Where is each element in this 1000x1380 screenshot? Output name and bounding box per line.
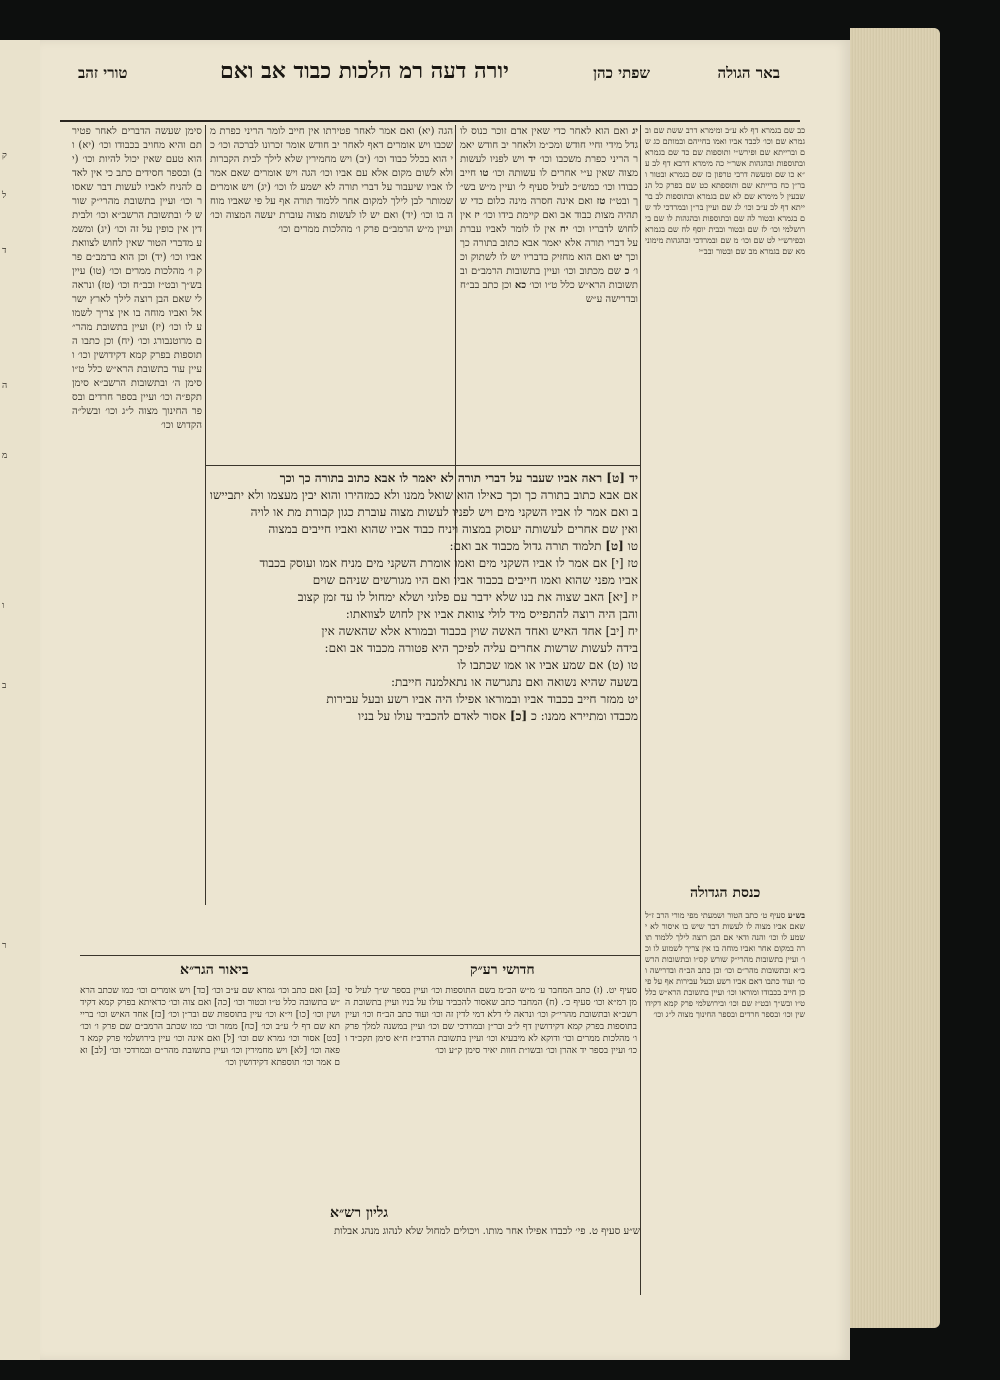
knesset-hagedola-title: כנסת הגדולה xyxy=(690,885,761,901)
main-text-line-2: טו (ט) אם שמע אביו או אמו שכתבו לו xyxy=(457,658,638,672)
header-rule xyxy=(60,120,800,122)
main-text-line: יד [ט] ראה אביו שעבר על דברי תורה לא יאמר לו אבא כתוב בתורה כך וכך xyxy=(279,471,638,485)
knesset-hagedola-column: בש״ע סעיף ט׳ כתב הטור ושמעתי מפי מורי הרב ז״ל שאם אביו מצוה לו לעשות דבר שיש בו איסור לא ישמע לו וכו׳ והנה ודאי אם הבן רוצה לילך ללמוד תורה במקום אחר ואביו מוחה בו אין צריך לשמוע לו וכו׳ ועיין בתשובות מהרי״ק שורש קס״ו ובתשובות הרשב״א ובתשובות מהר״ם וכו׳ וכן כתב הב״ח ובדרישה וכו׳ ועוד כתבו דאם אביו רשע ובעל עבירות אף על פי כן חייב בכבודו ומוראו וכו׳ ועיין בתשובת הרא״ש כלל ט״ו ובש״ך ובט״ז שם וכו׳ ובירושלמי פרק קמא דקידושין וכו׳ ובספר חרדים ובספר החינוך מצוה ל״ג וכו׳ xyxy=(645,910,805,1019)
bottom-note xyxy=(80,1225,640,1255)
main-text-rule xyxy=(205,465,640,466)
page-header xyxy=(40,50,800,90)
taz-separator xyxy=(205,125,206,905)
header-left-label: טורי זהב xyxy=(78,64,128,82)
adjacent-page-edge: ק ל ד ה מ ו ב ר xyxy=(0,40,42,1360)
bottom-commentary-rule xyxy=(80,955,640,956)
bottom-note-line: ש״ע סעיף ט. פי׳ לכבדו אפילו אחר מותו. ויכולים למחול שלא לנהוג מנהג אבלות xyxy=(333,1226,640,1237)
gilyon-title: גליון רש״א xyxy=(330,1205,388,1221)
shach-column: יג ואם הוא לאחר כדי שאין אדם זוכר כנוס לו גדל מידי וחיי חודש ומכ״מ ולאחר יב חודש יאמר הריני כפרת משכבו וכו׳ יד ויש לפניו לעשות מצוה שאין ע״י אחרים לו עשותה וכו׳ טו חייב כבודו וכו׳ כמש״כ לעיל סעיף ל׳ ועיין מ״ש בש״ך ובט״ז טז ואם אינה חסרה מינה כלום כדי שתהיה מצות כבוד אב ואם קיימת בידו וכו׳ יז אין לחוש לדבריו וכו׳ יח אין לו לומר לאביו עברת על דברי תורה אלא יאמר אבא כתוב בתורה כך וכך יט ואם הוא מחזיק בדבריו יש לו לשתוק וכו׳ כ שם מכתוב וכו׳ ועיין בתשובות הרמב״ם ובתשובות הרא״ש כלל ט״ו וכו׳ כא וכן כתב בב״ח ובדרישה ע״ש xyxy=(460,126,638,305)
page-stack-edges xyxy=(850,28,940,1328)
biur-title: ביאור הגר״א xyxy=(180,962,249,978)
biur-hagra-column: [כג] ואם כתב וכו׳ גמרא שם ע״ב וכו׳ [כד] ויש אומרים וכו׳ כמו שכתב הרא״ש בתשובה כלל ט״ו ובטור וכו׳ [כה] ואם צוה וכו׳ כדאיתא בפרק קמא דקידושין וכו׳ [כו] וי״א וכו׳ עיין בתוספות שם ובר״ן וכו׳ [כז] אחד האיש וכו׳ ברייתא שם דף ל׳ ע״ב וכו׳ [כח] ממזר וכו׳ כמו שכתב הרמב״ם שם פרק ו׳ וכו׳ [כט] אסור וכו׳ גמרא שם וכו׳ [ל] ואם אינה וכו׳ עיין בירושלמי פרק קמא דפאה וכו׳ [לא] ויש מחמירין וכו׳ ועיין בתשובת מהר״ם ובמרדכי וכו׳ [לב] ואם אמר וכו׳ תוספתא דקידושין וכו׳ xyxy=(80,986,340,1068)
upper-center-column: הגה (יא) ואם אמר לאחר פטירתו אין חייב לומר הריני כפרת משכבו ויש אומרים דאף לאחר יב חודש אומר זכרונו לברכה וכו׳ כי הוא בכלל כבוד וכו׳ (יב) ויש מחמירין שלא לילך לבית הקברות ולא לשום מקום אלא עם אביו וכו׳ הגה ויש אומרים שאם אמר לו אביו שיעבור על דברי תורה לא ישמע לו וכו׳ (יג) ויש אומרים שמותר לבן לילך למקום אחר ללמוד תורה אף על פי שאביו מוחה בו וכו׳ (יד) ואם יש לו לעשות מצוה עוברת יעשה המצוה וכו׳ ועיין מ״ש הרמב״ם פרק ו׳ מהלכות ממרים וכו׳ xyxy=(210,126,453,235)
chiddushei-title: חדושי רע״ק xyxy=(470,962,535,978)
header-right-label: באר הגולה xyxy=(717,64,780,82)
header-title: יורה דעה רמ הלכות כבוד אב ואם xyxy=(220,58,509,84)
chiddushei-column: סעיף יט. (ז) כתב המחבר ע׳ מ״ש הכ״מ בשם התוספות וכו׳ ועיין בספר ש״ך לעיל סימן רמ״א וכו׳ סעיף כ׳. (ח) המחבר כתב שאסור להכביד עולו על בניו ועיין בתשובת הרשב״א ובתשובת מהרי״ק וכו׳ ונראה לי דלא דמי לדין זה וכו׳ ועוד כתב הב״ח וכו׳ ועיין בתוספות בפרק קמא דקידושין דף ל״ב ובר״ן ובמרדכי שם וכו׳ ועיין במשנה למלך פרק ו׳ מהלכות ממרים וכו׳ ודוקא לא מיבעיא וכו׳ ועיין בתשובת הרדב״ז ח״א סימן תקכ״ד וכו׳ ועיין בספר יד אהרן וכו׳ ובשו״ת חוות יאיר סימן ק״ע וכו׳ xyxy=(345,986,637,1056)
main-text-block: יד [ט] ראה אביו שעבר על דברי תורה לא יאמר לו אבא כתוב בתורה כך וכך אם אבא כתוב בתורה כך וכך כאילו הוא שואל ממנו ולא כמזהירו והוא יבין מעצמו ולא יתביישו ב ואם אמר לו אביו השקני מים ויש לפניו לעשות מצוה עוברת כגון קבורת מת או לויה ואין שם אחרים לעשותה יעסוק במצוה ויניח כבוד אביו שהוא ואביו חייבים במצוה טו [ט] תלמוד תורה גדול מכבוד אב ואם: טז [י] אם אמר לו אביו השקני מים ואמו אומרת השקני מים מניח אמו ועוסק בכבוד אביו מפני שהוא ואמו חייבים בכבוד אביו ואם היו מגורשים שניהם שוים יז [יא] האב שצוה את בנו שלא ידבר עם פלוני ושלא ימחול לו עד זמן קצוב והבן היה רוצה להתפייס מיד לולי צוואת אביו אין לחוש לצוואתו: יח [יב] אחד האיש ואחד האשה שוין בכבוד ובמורא אלא שהאשה אין בידה לעשות שרשות אחרים עליה לפיכך היא פטורה מכבוד אב ואם: טו (ט) אם שמע אביו או אמו שכתבו לו בשעה שהיא נשואה ואם נתגרשה או נתאלמנה חייבת: יט ממזר חייב בכבוד אביו ובמוראו אפילו היה אביו רשע ובעל עבירות מכבדו ומתיירא ממנו: כ [כ] אסור לאדם להכביד עולו על בניו xyxy=(210,471,638,723)
beer-hagolah-column: כב שם בגמרא דף לא ע״ב ומימרא דרב ששת שם ובגמרא שם וכו׳ לכבד אביו ואמו בחייהם ובמותם כג שם וברייתא שם ופירש״י ותוספות שם כד שם בגמרא ובתוספות ובהגהות אשר״י כה מימרא דרבא דף לב ע״א כו שם ומעשה דרבי טרפון כז שם בגמרא ובטור ובר״ן כח ברייתא שם ותוספתא כט שם בפרק כל הנשבעין ל מימרא שם לא שם בגמרא ובתוספות לב ברייתא דף לב ע״ב וכו׳ לג שם ועיין בר״ן ובמרדכי לד שם בגמרא ובטור לה שם ובתוספות ובהגהות לו שם בירושלמי וכו׳ לז שם ובטור ובבית יוסף לח שם בגמרא ובפירש״י לט שם וכו׳ מ שם ובמרדכי ובהגהות מימוני מא שם בגמרא מב שם ובטור ובב״י xyxy=(645,126,805,256)
margin-separator xyxy=(640,125,641,1295)
taz-column: סימן שעשה הדברים לאחר פטירתם והיא מחויב בכבודו וכו׳ (יא) והוא טעם שאין יכול להיות וכו׳ (יב) ובספר חסידים כתב כי אין לאדם להניח לאביו לעשות דבר שאסור וכו׳ ועיין בתשובת מהרי״ק שורש ל׳ ובתשובת הרשב״א וכו׳ ולבית דין אין כופין על זה וכו׳ (יג) ומשמע מדברי הטור שאין לחוש לצוואת אביו וכו׳ (יד) וכן הוא ברמב״ם פרק ו׳ מהלכות ממרים וכו׳ (טו) עיין בש״ך ובט״ז ובב״ח וכו׳ (טז) ונראה לי שאם הבן רוצה לילך לארץ ישראל ואביו מוחה בו אין צריך לשמוע לו וכו׳ (יז) ועיין בתשובת מהר״ם מרוטנבורג וכו׳ (יח) וכן כתבו התוספות בפרק קמא דקידושין וכו׳ ועיין עוד בתשובת הרא״ש כלל ט״ו סימן ה׳ ובתשובות הרשב״א סימן תקפ״ה וכו׳ ועיין בספר חרדים ובספר החינוך מצוה ל״ג וכו׳ ובשל״ה הקדוש וכו׳ xyxy=(72,126,202,431)
header-shach-label: שפתי כהן xyxy=(593,64,650,82)
